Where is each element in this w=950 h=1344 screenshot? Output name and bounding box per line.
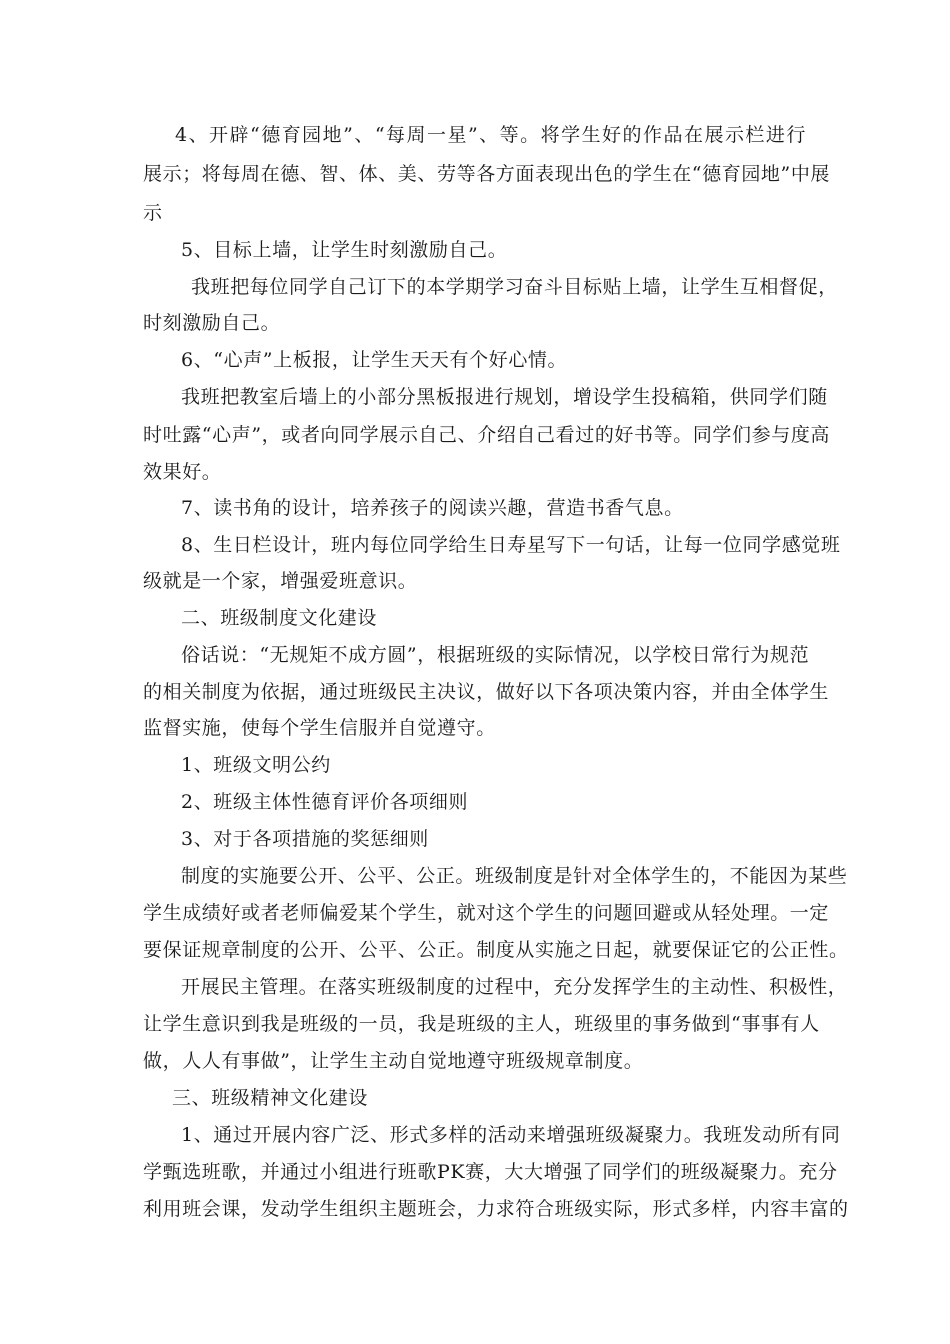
text-line-16: 的相关制度为依据，通过班级民主决议，做好以下各项决策内容，并由全体学生 bbox=[143, 681, 830, 703]
text-line-27: 三、班级精神文化建设 bbox=[172, 1087, 369, 1109]
text-line-21: 制度的实施要公开、公平、公正。班级制度是针对全体学生的，不能因为某些 bbox=[181, 865, 848, 887]
text-line-25: 让学生意识到我是班级的一员，我是班级的主人，班级里的事务做到“事事有人 bbox=[143, 1013, 820, 1035]
text-line-12: 8、生日栏设计，班内每位同学给生日寿星写下一句话，让每一位同学感觉班 bbox=[181, 534, 841, 556]
text-line-14: 二、班级制度文化建设 bbox=[181, 607, 378, 629]
text-line-26: 做，人人有事做”，让学生主动自觉地遵守班级规章制度。 bbox=[143, 1050, 644, 1072]
text-line-1: 4、开辟“德育园地”、“每周一星”、等。将学生好的作品在展示栏进行 bbox=[175, 124, 806, 146]
text-line-3: 示 bbox=[143, 202, 163, 224]
text-line-13: 级就是一个家，增强爱班意识。 bbox=[143, 570, 418, 592]
text-line-6: 时刻激励自己。 bbox=[143, 312, 281, 334]
text-line-18: 1、班级文明公约 bbox=[181, 754, 331, 776]
text-line-22: 学生成绩好或者老师偏爱某个学生，就对这个学生的问题回避或从轻处理。一定 bbox=[143, 902, 830, 924]
text-line-17: 监督实施，使每个学生信服并自觉遵守。 bbox=[143, 717, 496, 739]
text-line-5: 我班把每位同学自己订下的本学期学习奋斗目标贴上墙，让学生互相督促， bbox=[191, 276, 838, 298]
text-line-29: 学甄选班歌，并通过小组进行班歌PK赛，大大增强了同学们的班级凝聚力。充分 bbox=[143, 1161, 838, 1183]
text-line-10: 效果好。 bbox=[143, 461, 222, 483]
text-line-9: 时吐露“心声”，或者向同学展示自己、介绍自己看过的好书等。同学们参与度高 bbox=[143, 424, 831, 446]
text-line-30: 利用班会课，发动学生组织主题班会，力求符合班级实际，形式多样，内容丰富的 bbox=[143, 1198, 849, 1220]
text-line-19: 2、班级主体性德育评价各项细则 bbox=[181, 791, 469, 813]
text-line-11: 7、读书角的设计，培养孩子的阅读兴趣，营造书香气息。 bbox=[181, 497, 684, 519]
text-line-23: 要保证规章制度的公开、公平、公正。制度从实施之日起，就要保证它的公正性。 bbox=[143, 939, 849, 961]
text-line-2: 展示；将每周在德、智、体、美、劳等各方面表现出色的学生在“德育园地”中展 bbox=[143, 163, 831, 185]
text-line-15: 俗话说：“无规矩不成方圆”，根据班级的实际情况，以学校日常行为规范 bbox=[181, 644, 810, 666]
text-line-7: 6、“心声”上板报，让学生天天有个好心情。 bbox=[181, 349, 568, 371]
text-line-4: 5、目标上墙，让学生时刻激励自己。 bbox=[181, 239, 508, 261]
text-line-24: 开展民主管理。在落实班级制度的过程中，充分发挥学生的主动性、积极性， bbox=[181, 976, 848, 998]
text-line-8: 我班把教室后墙上的小部分黑板报进行规划，增设学生投稿箱，供同学们随 bbox=[181, 386, 828, 408]
text-line-28: 1、通过开展内容广泛、形式多样的活动来增强班级凝聚力。我班发动所有同 bbox=[181, 1124, 841, 1146]
text-line-20: 3、对于各项措施的奖惩细则 bbox=[181, 828, 429, 850]
